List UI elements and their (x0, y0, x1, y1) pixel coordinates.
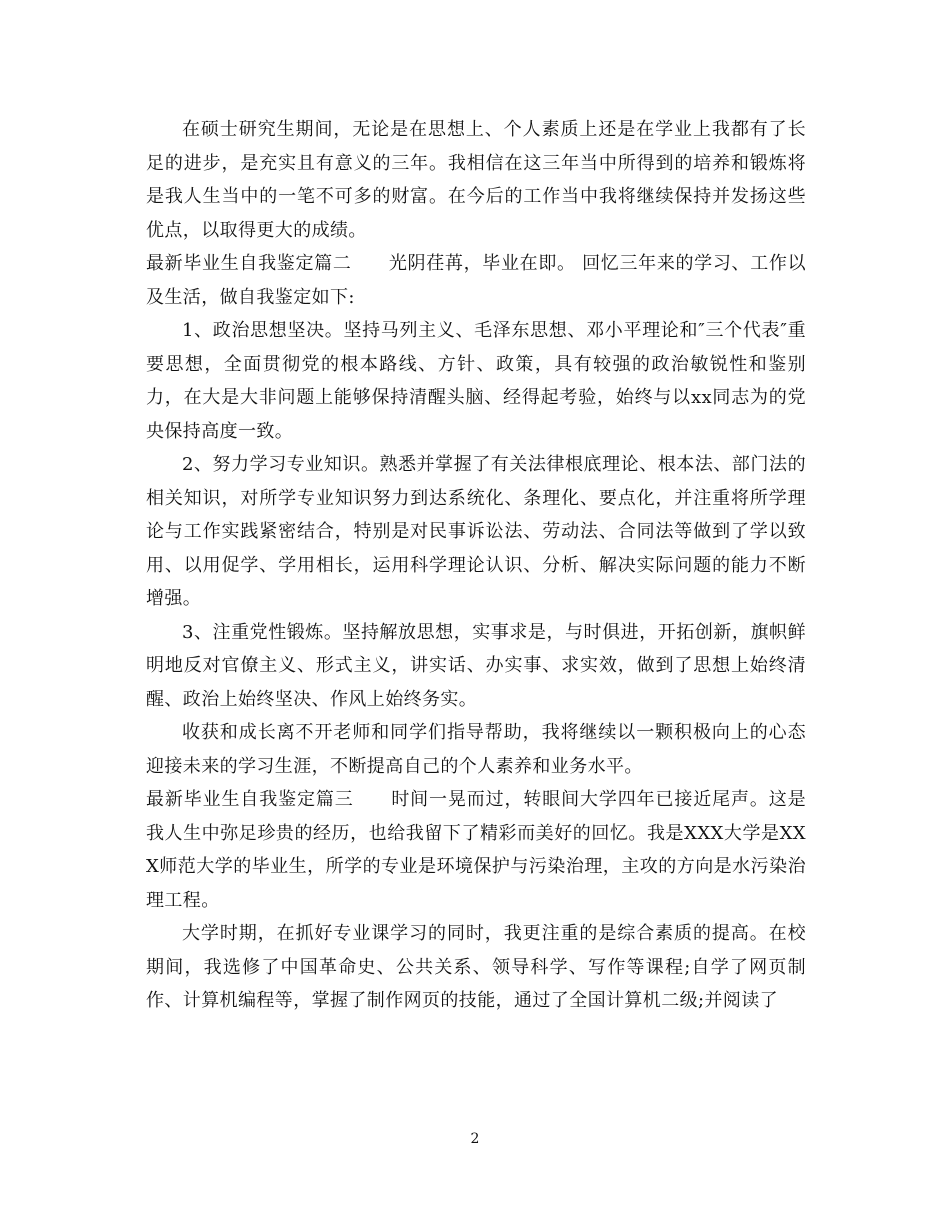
paragraph-point-two: 2、努力学习专业知识。熟悉并掌握了有关法律根底理论、根本法、部门法的相关知识，对所学专业知识努力到达系统化、条理化、要点化，并注重将所学理论与工作实践紧密结合，特别是对民事诉讼法、劳动法、合同法等做到了学以致用、以用促学、学用相长，运用科学理论认识、分析、解决实际问题的能力不断增强。 (146, 454, 806, 609)
page-number: 2 (470, 1131, 480, 1147)
paragraph-section-three-heading: 最新毕业生自我鉴定篇三 时间一晃而过，转眼间大学四年已接近尾声。这是我人生中弥足珍贵的经历，也给我留下了精彩而美好的回忆。我是XXX大学是XXX师范大学的毕业生，所学的专业是环境保护与污染治理，主攻的方向是水污染治理工程。 (146, 789, 806, 911)
paragraph-intro: 在硕士研究生期间，无论是在思想上、个人素质上还是在学业上我都有了长足的进步，是充实且有意义的三年。我相信在这三年当中所得到的培养和锻炼将是我人生当中的一笔不可多的财富。在今后的工作当中我将继续保持并发扬这些优点，以取得更大的成绩。 (146, 119, 806, 241)
paragraph-point-three: 3、注重党性锻炼。坚持解放思想，实事求是，与时俱进，开拓创新，旗帜鲜明地反对官僚主义、形式主义，讲实话、办实事、求实效，做到了思想上始终清醒、政治上始终坚决、作风上始终务实。 (146, 621, 806, 710)
document-body (146, 113, 806, 1018)
paragraph-section-two-heading: 最新毕业生自我鉴定篇二 光阴荏苒，毕业在即。 回忆三年来的学习、工作以及生活，做自我鉴定如下: (146, 253, 806, 308)
paragraph-university: 大学时期，在抓好专业课学习的同时，我更注重的是综合素质的提高。在校期间，我选修了中国革命史、公共关系、领导科学、写作等课程;自学了网页制作、计算机编程等，掌握了制作网页的技能，通过了全国计算机二级;并阅读了 (146, 923, 806, 1011)
paragraph-point-one: 1、政治思想坚决。坚持马列主义、毛泽东思想、邓小平理论和″三个代表″重要思想，全面贯彻党的根本路线、方针、政策，具有较强的政治敏锐性和鉴别力，在大是大非问题上能够保持清醒头脑、经得起考验，始终与以xx同志为的党央保持高度一致。 (146, 320, 806, 442)
paragraph-closing: 收获和成长离不开老师和同学们指导帮助，我将继续以一颗积极向上的心态迎接未来的学习生涯，不断提高自己的个人素养和业务水平。 (146, 722, 806, 777)
